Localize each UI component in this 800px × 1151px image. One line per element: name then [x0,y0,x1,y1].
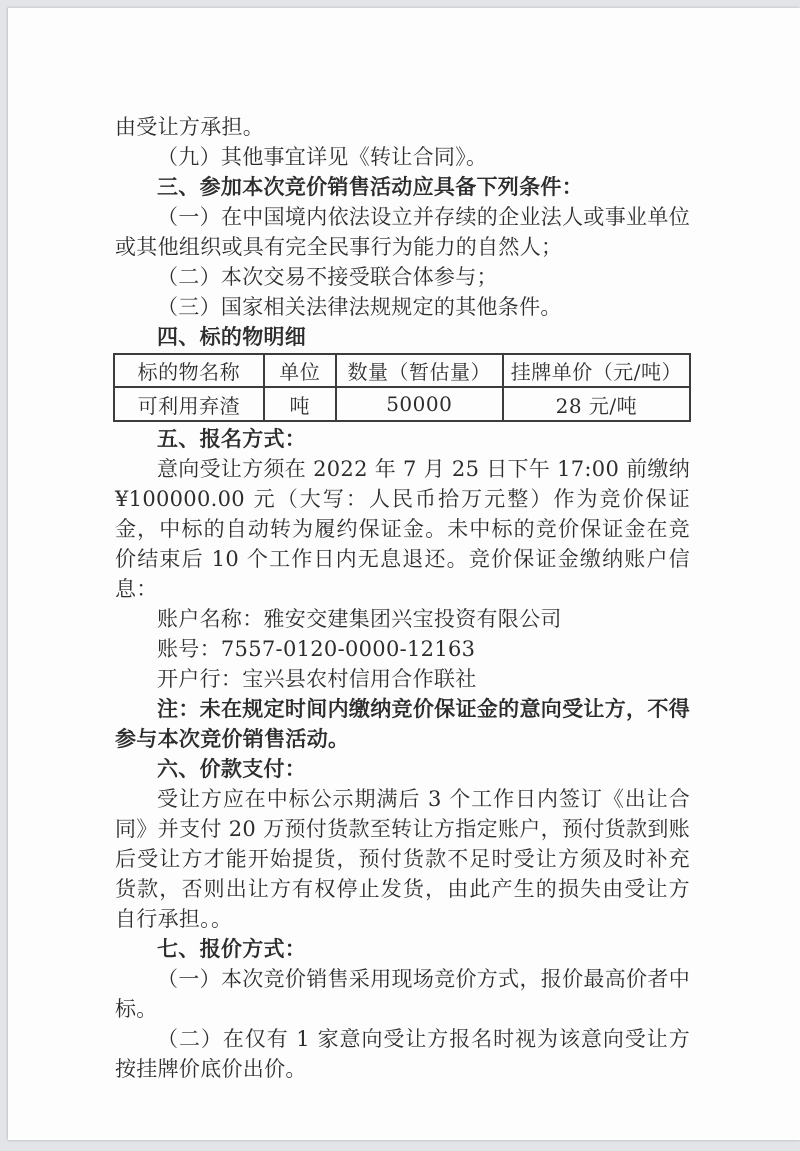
subject-matter-table [113,353,691,422]
paragraph-account-number: 账号：7557-0120-0000-12163 [157,637,476,661]
table-cell-unit: 吨 [264,387,336,421]
section-heading-6: 六、价款支付： [157,757,307,781]
table-cell-price: 28 元/吨 [503,387,690,421]
table-cell-name: 可利用弃渣 [114,387,264,421]
table-row [114,387,690,421]
paragraph-bidding-method-1: （一）本次竞价销售采用现场竞价方式，报价最高价者中标。 [115,967,690,1021]
paragraph-bidding-method-2: （二）在仅有 1 家意向受让方报名时视为该意向受让方按挂牌价底价出价。 [115,1027,690,1081]
paragraph-condition-1: （一）在中国境内依法设立并存续的企业法人或事业单位或其他组织或具有完全民事行为能力的自然人； [115,205,690,259]
paragraph-account-name: 账户名称：雅安交建集团兴宝投资有限公司 [157,607,562,631]
table-header-price: 挂牌单价（元/吨） [503,354,690,387]
table-cell-quantity: 50000 [336,387,503,421]
table-header-row [114,354,690,387]
paragraph-continuation: 由受让方承担。 [115,115,265,139]
section-heading-4: 四、标的物明细 [157,325,307,349]
section-heading-7: 七、报价方式： [157,937,307,961]
paragraph-payment-terms: 受让方应在中标公示期满后 3 个工作日内签订《出让合同》并支付 20 万预付货款至转让方指定账户，预付货款到账后受让方才能开始提货，预付货款不足时受让方须及时补充货款，否则出让方有权停止发货，由此产生的损失由受让方自行承担。。 [115,787,690,931]
paragraph-note: 注：未在规定时间内缴纳竞价保证金的意向受让方，不得参与本次竞价销售活动。 [115,697,690,751]
paragraph-deposit-info: 意向受让方须在 2022 年 7 月 25 日下午 17:00 前缴纳 ¥100000.00 元（大写：人民币拾万元整）作为竞价保证金，中标的自动转为履约保证金。未中标的竞价保证金在竞价结束后 10 个工作日内无息退还。竞价保证金缴纳账户信息： [115,457,690,601]
section-heading-3: 三、参加本次竞价销售活动应具备下列条件： [157,175,583,199]
table-header-unit: 单位 [264,354,336,387]
paragraph-bank-name: 开户行：宝兴县农村信用合作联社 [157,667,477,691]
paragraph-condition-2: （二）本次交易不接受联合体参与； [157,265,498,289]
scanned-document-page [8,8,800,1140]
table-header-name: 标的物名称 [114,354,264,387]
paragraph-condition-3: （三）国家相关法律法规规定的其他条件。 [157,295,562,319]
table-header-quantity: 数量（暂估量） [336,354,503,387]
paragraph-item-9: （九）其他事宜详见《转让合同》。 [157,145,488,169]
section-heading-5: 五、报名方式： [157,427,307,451]
document-content [8,8,690,1084]
